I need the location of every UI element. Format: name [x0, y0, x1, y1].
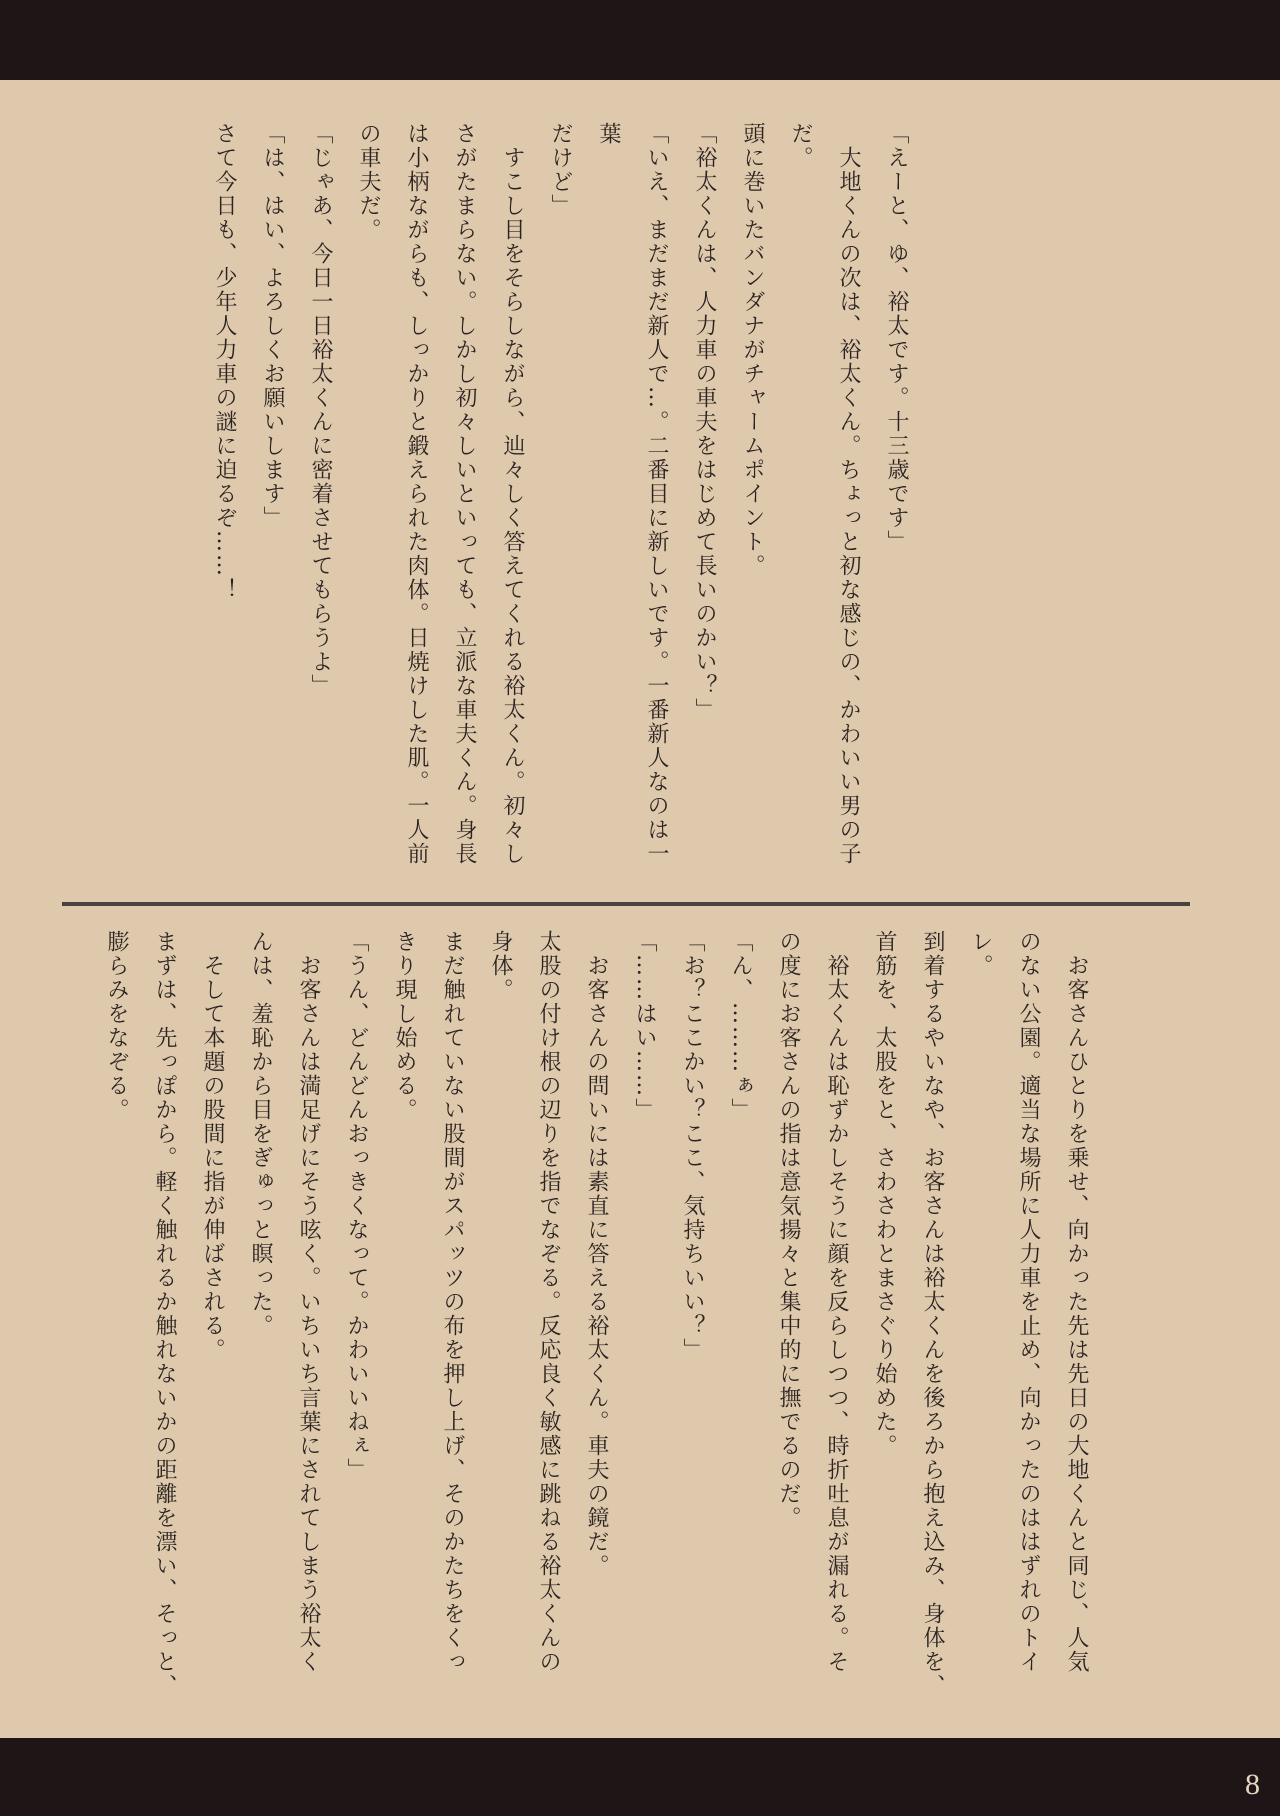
text-line: 頭に巻いたバンダナがチャームポイント。	[740, 122, 765, 578]
text-line: 膨らみをなぞる。	[104, 930, 129, 1122]
text-line: 「は、はい、よろしくお願いします」	[260, 122, 285, 530]
text-line: まだ触れていない股間がスパッツの布を押し上げ、そのかたちをくっ	[440, 930, 465, 1674]
text-line: お客さんひとりを乗せ、向かった先は先日の大地くんと同じ、人気	[1064, 930, 1089, 1674]
upper-text-block	[150, 122, 920, 882]
text-line: さがたまらない。しかし初々しいといっても、立派な車夫くん。身長	[452, 122, 477, 866]
text-line: 裕太くんは恥ずかしそうに顔を反らしつつ、時折吐息が漏れる。そ	[824, 930, 849, 1674]
lower-text-block	[100, 930, 1100, 1720]
text-line: の車夫だ。	[356, 122, 381, 242]
text-line: 「えーと、ゆ、裕太です。十三歳です」	[884, 122, 909, 554]
text-line: だけど」	[548, 122, 573, 218]
text-line: 「うん、どんどんおっきくなって。かわいいねぇ」	[344, 930, 369, 1482]
text-line: きり現し始める。	[392, 930, 417, 1122]
text-line: 「……はい……」	[632, 930, 657, 1122]
text-line: 太股の付け根の辺りを指でなぞる。反応良く敏感に跳ねる裕太くんの	[536, 930, 561, 1674]
text-line: 「ん、………ぁ」	[728, 930, 753, 1122]
text-line: は小柄ながらも、しっかりと鍛えられた肉体。日焼けした肌。一人前	[404, 122, 429, 866]
text-line: お客さんの問いには素直に答える裕太くん。車夫の鏡だ。	[584, 930, 609, 1578]
text-line: の度にお客さんの指は意気揚々と集中的に撫でるのだ。	[776, 930, 801, 1530]
section-divider	[62, 902, 1190, 906]
text-line: 「じゃあ、今日一日裕太くんに密着させてもらうよ」	[308, 122, 333, 698]
text-line: 身体。	[488, 930, 513, 1002]
text-line: そして本題の股間に指が伸ばされる。	[200, 930, 225, 1362]
page-number: 8	[1245, 1768, 1260, 1801]
text-line: のない公園。適当な場所に人力車を止め、向かったのははずれのトイレ。	[968, 930, 1041, 1674]
text-line: まずは、先っぽから。軽く触れるか触れないかの距離を漂い、そっと、	[152, 930, 177, 1698]
text-line: すこし目をそらしながら、辿々しく答えてくれる裕太くん。初々し	[500, 122, 525, 866]
text-line: んは、羞恥から目をぎゅっと瞑った。	[248, 930, 273, 1338]
text-line: 大地くんの次は、裕太くん。ちょっと初な感じの、かわいい男の子だ。	[788, 122, 861, 866]
text-line: 「いえ、まだまだ新人で…。二番目に新しいです。一番新人なのは一葉	[596, 122, 669, 866]
text-line: 「裕太くんは、人力車の車夫をはじめて長いのかい？」	[692, 122, 717, 722]
text-line: 首筋を、太股をと、さわさわとまさぐり始めた。	[872, 930, 897, 1458]
top-bar	[0, 0, 1280, 80]
bottom-bar	[0, 1738, 1280, 1816]
text-line: 「お？ここかい？ここ、気持ちいい？」	[680, 930, 705, 1362]
text-line: 到着するやいなや、お客さんは裕太くんを後ろから抱え込み、身体を、	[920, 930, 945, 1698]
text-line: さて今日も、少年人力車の謎に迫るぞ……！	[212, 122, 237, 602]
text-line: お客さんは満足げにそう呟く。いちいち言葉にされてしまう裕太く	[296, 930, 321, 1674]
